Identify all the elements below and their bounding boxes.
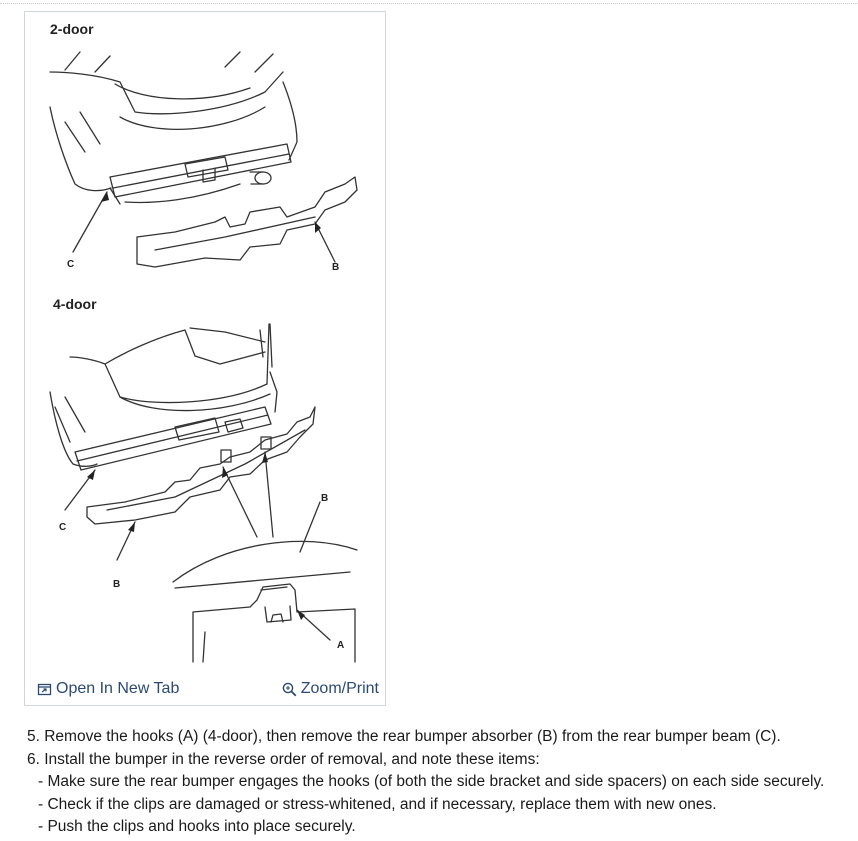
zoom-magnifier-icon [282,682,297,697]
note-engage-hooks: - Make sure the rear bumper engages the hooks (of both the side bracket and side spacers) on each side securely. [38,773,825,790]
callout-b-4door: B [113,579,121,590]
figure-panel [24,11,386,706]
open-new-tab-icon [37,682,52,697]
instruction-steps [27,726,857,839]
two-door-drawing [50,52,357,267]
callout-b-2door: B [332,262,340,273]
callout-b-detail: B [321,493,329,504]
open-in-new-tab-link[interactable] [37,680,179,698]
callout-a-detail: A [337,640,345,651]
note-check-clips: - Check if the clips are damaged or stress-whitened, and if necessary, replace them with new ones. [38,795,717,813]
open-in-new-tab-label: Open In New Tab [56,680,180,697]
top-divider [0,3,858,4]
figure-toolbar [25,674,385,705]
callout-c-4door: C [59,522,67,533]
zoom-print-label: Zoom/Print [300,680,379,697]
note-push-clips: - Push the clips and hooks into place securely. [38,818,356,835]
label-4door: 4-door [53,296,97,312]
step-6: 6. Install the bumper in the reverse order of removal, and note these items: [27,750,540,768]
four-door-drawing [50,324,357,662]
label-2door: 2-door [50,21,94,37]
step-5: 5. Remove the hooks (A) (4-door), then remove the rear bumper absorber (B) from the rear bumper beam (C). [27,728,781,745]
callout-c-2door: C [67,259,75,270]
zoom-print-link[interactable] [282,680,379,698]
bumper-illustration [25,12,385,674]
